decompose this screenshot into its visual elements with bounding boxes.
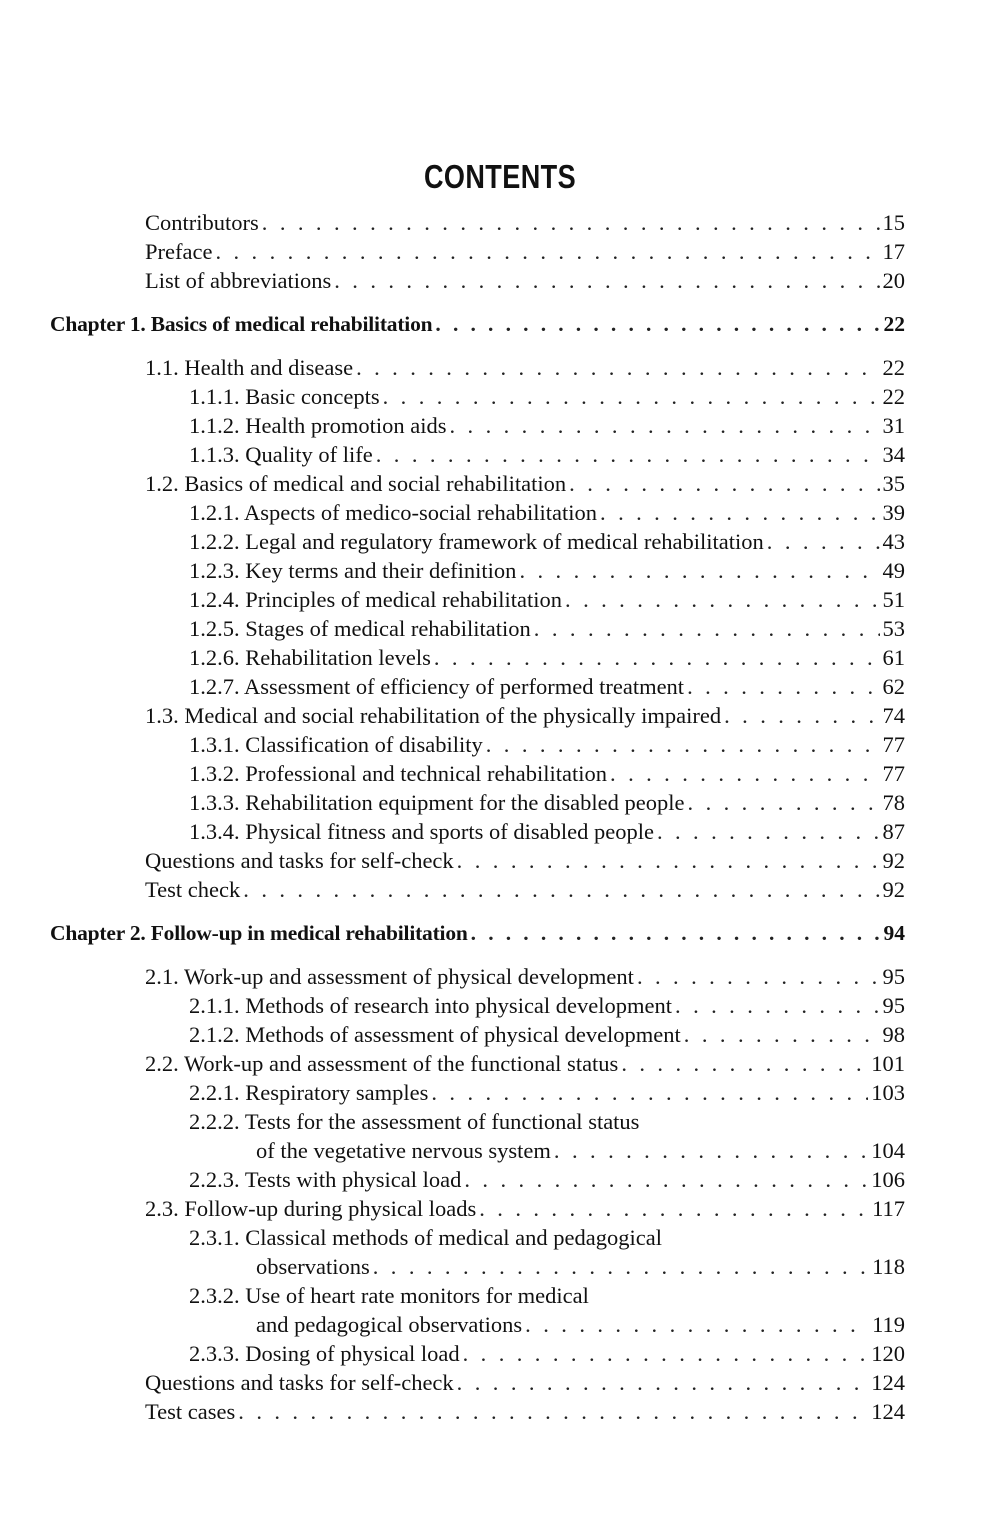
toc-entry-label: 1.3.3. Rehabilitation equipment for the disabled people <box>189 790 685 815</box>
toc-entry-page: 124 <box>871 1370 905 1395</box>
toc-entry-label: 2.1.2. Methods of assessment of physical development <box>189 1022 681 1047</box>
toc-entry-page: 74 <box>882 703 905 728</box>
toc-entry-label: 1.2. Basics of medical and social rehabilitation <box>145 471 567 496</box>
toc-entry-contributors[interactable] <box>145 208 905 237</box>
toc-subsection[interactable] <box>189 585 905 614</box>
toc-entry-questions[interactable] <box>145 846 905 875</box>
chapter-title: Chapter 1. Basics of medical rehabilitation <box>50 312 433 336</box>
toc-entry-page: 20 <box>882 268 905 293</box>
toc-entry-page: 62 <box>882 674 905 699</box>
toc-subsection[interactable] <box>189 672 905 701</box>
toc-subsection[interactable] <box>189 382 905 411</box>
toc-entry-label: List of abbreviations <box>145 268 332 293</box>
toc-entry-label: Test check <box>145 877 241 902</box>
toc-entry-label: 1.2.1. Aspects of medico-social rehabilitation <box>189 500 598 525</box>
toc-entry-label: Questions and tasks for self-check <box>145 1370 454 1395</box>
toc-entry-page: 49 <box>882 558 905 583</box>
toc-subsection[interactable] <box>189 498 905 527</box>
toc-entry-page: 22 <box>882 384 905 409</box>
toc-entry-label: 1.3.4. Physical fitness and sports of disabled people <box>189 819 654 844</box>
toc-entry-page: 124 <box>871 1399 905 1424</box>
toc-entry-page: 98 <box>882 1022 905 1047</box>
toc-entry-page: 53 <box>882 616 905 641</box>
toc-entry-label: of the vegetative nervous system <box>256 1138 551 1163</box>
toc-entry-page: 103 <box>871 1080 905 1105</box>
toc-subsection[interactable] <box>189 556 905 585</box>
toc-entry-page: 34 <box>882 442 905 467</box>
toc-entry-label: 2.2.2. Tests for the assessment of functional status <box>189 1109 640 1134</box>
toc-entry-page: 39 <box>882 500 905 525</box>
toc-entry-page: 77 <box>882 761 905 786</box>
toc-entry-label: 2.2.3. Tests with physical load <box>189 1167 462 1192</box>
toc-subsection-line2[interactable] <box>256 1310 905 1339</box>
toc-chapter-1[interactable] <box>50 310 905 339</box>
toc-entry-page: 95 <box>882 964 905 989</box>
toc-entry-page: 51 <box>882 587 905 612</box>
toc-entry-page: 104 <box>871 1138 905 1163</box>
toc-entry-label: 2.1.1. Methods of research into physical development <box>189 993 673 1018</box>
toc-entry-test-check[interactable] <box>145 875 905 904</box>
toc-entry-label: 2.1. Work-up and assessment of physical development <box>145 964 634 989</box>
toc-entry-label: 2.2.1. Respiratory samples <box>189 1080 429 1105</box>
toc-entry-label: 1.2.5. Stages of medical rehabilitation <box>189 616 531 641</box>
toc-subsection-line1[interactable] <box>189 1107 905 1136</box>
toc-entry-label: 1.2.3. Key terms and their definition <box>189 558 517 583</box>
toc-entry-page: 43 <box>882 529 905 554</box>
toc-entry-page: 17 <box>882 239 905 264</box>
toc-entry-label: Preface <box>145 239 213 264</box>
toc-entry-abbreviations[interactable] <box>145 266 905 295</box>
toc-entry-page: 87 <box>882 819 905 844</box>
toc-subsection[interactable] <box>189 991 905 1020</box>
toc-entry-label: 1.1.3. Quality of life <box>189 442 373 467</box>
toc-entry-page: 92 <box>882 877 905 902</box>
toc-entry-page: 119 <box>872 1312 905 1337</box>
toc-entry-label: 1.3.2. Professional and technical rehabilitation <box>189 761 608 786</box>
toc-section-2-3[interactable] <box>145 1194 905 1223</box>
toc-entry-page: 92 <box>882 848 905 873</box>
toc-entry-label: and pedagogical observations <box>256 1312 523 1337</box>
toc-entry-label: 1.3.1. Classification of disability <box>189 732 483 757</box>
toc-entry-page: 35 <box>882 471 905 496</box>
toc-entry-page: 120 <box>871 1341 905 1366</box>
toc-entry-page: 95 <box>882 993 905 1018</box>
toc-entry-label: 2.3. Follow-up during physical loads <box>145 1196 477 1221</box>
toc-subsection[interactable] <box>189 1339 905 1368</box>
toc-entry-label: 1.1.2. Health promotion aids <box>189 413 447 438</box>
toc-entry-label: 2.2. Work-up and assessment of the functional status <box>145 1051 619 1076</box>
toc-subsection[interactable] <box>189 730 905 759</box>
toc-entry-label: 1.2.2. Legal and regulatory framework of medical rehabilitation <box>189 529 764 554</box>
toc-subsection[interactable] <box>189 614 905 643</box>
toc-entry-label: 1.2.4. Principles of medical rehabilitation <box>189 587 563 612</box>
toc-entry-page: 77 <box>882 732 905 757</box>
toc-subsection-line1[interactable] <box>189 1223 905 1252</box>
toc-chapter-2[interactable] <box>50 919 905 948</box>
toc-entry-page: 78 <box>882 790 905 815</box>
toc-entry-page: 117 <box>872 1196 905 1221</box>
toc-subsection[interactable] <box>189 440 905 469</box>
toc-entry-label: Contributors <box>145 210 259 235</box>
toc-section-2-1[interactable] <box>145 962 905 991</box>
toc-subsection[interactable] <box>189 1020 905 1049</box>
toc-entry-label: 1.1. Health and disease <box>145 355 354 380</box>
toc-subsection[interactable] <box>189 817 905 846</box>
toc-entry-page: 22 <box>883 312 905 336</box>
toc-entry-page: 61 <box>882 645 905 670</box>
toc-entry-page: 106 <box>871 1167 905 1192</box>
toc-entry-page: 94 <box>883 921 905 945</box>
toc-section-1-3[interactable] <box>145 701 905 730</box>
chapter-title: Chapter 2. Follow-up in medical rehabilitation <box>50 921 468 945</box>
toc-entry-preface[interactable] <box>145 237 905 266</box>
toc-subsection[interactable] <box>189 1165 905 1194</box>
toc-entry-page: 101 <box>871 1051 905 1076</box>
table-of-contents <box>0 208 1000 1426</box>
toc-subsection[interactable] <box>189 527 905 556</box>
toc-subsection[interactable] <box>189 1078 905 1107</box>
toc-subsection[interactable] <box>189 788 905 817</box>
toc-entry-test-cases[interactable] <box>145 1397 905 1426</box>
toc-subsection[interactable] <box>189 643 905 672</box>
toc-entry-page: 15 <box>882 210 905 235</box>
toc-subsection[interactable] <box>189 411 905 440</box>
toc-subsection[interactable] <box>189 759 905 788</box>
toc-subsection-line1[interactable] <box>189 1281 905 1310</box>
toc-entry-label: Questions and tasks for self-check <box>145 848 454 873</box>
toc-entry-page: 22 <box>882 355 905 380</box>
toc-entry-label: 1.2.6. Rehabilitation levels <box>189 645 431 670</box>
toc-entry-label: Test cases <box>145 1399 236 1424</box>
toc-section-2-2[interactable] <box>145 1049 905 1078</box>
page-title: CONTENTS <box>423 158 577 195</box>
toc-section-1-1[interactable] <box>145 353 905 382</box>
toc-entry-label: 1.2.7. Assessment of efficiency of performed treatment <box>189 674 685 699</box>
toc-entry-page: 31 <box>882 413 905 438</box>
toc-entry-label: 2.3.1. Classical methods of medical and pedagogical <box>189 1225 662 1250</box>
toc-entry-questions[interactable] <box>145 1368 905 1397</box>
toc-entry-label: 1.1.1. Basic concepts <box>189 384 380 409</box>
toc-entry-label: 2.3.3. Dosing of physical load <box>189 1341 460 1366</box>
toc-entry-label: observations <box>256 1254 370 1279</box>
toc-entry-label: 2.3.2. Use of heart rate monitors for medical <box>189 1283 589 1308</box>
toc-entry-page: 118 <box>872 1254 905 1279</box>
toc-entry-label: 1.3. Medical and social rehabilitation of the physically impaired <box>145 703 722 728</box>
toc-subsection-line2[interactable] <box>256 1252 905 1281</box>
toc-section-1-2[interactable] <box>145 469 905 498</box>
toc-subsection-line2[interactable] <box>256 1136 905 1165</box>
